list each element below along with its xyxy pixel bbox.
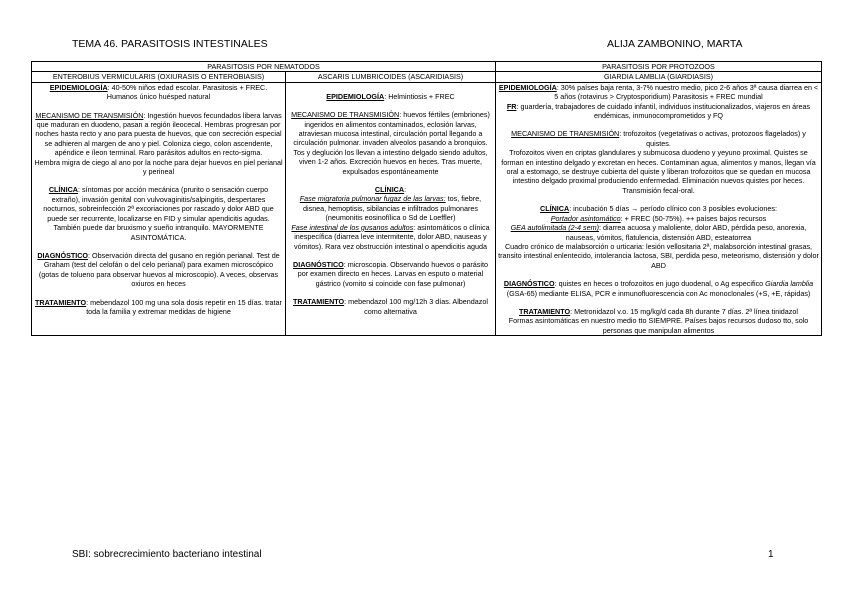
table-group-header-row — [32, 62, 822, 72]
giardia-cronico: Cuadro crónico de malabsorción o urticaria: lesión vellositaria 2ª, malabsorción intestinal grasas, transito intestinal enlentecido, intolerancia lactosa, SBI, perdida peso, meteorismo, distensión y dolor ABD — [498, 241, 819, 270]
giardia-tratamiento-extra: Formas asintomáticas en nuestro medio tto SIEMPRE. Países bajos recursos dudoso tto, solo personas que manipulan alimentos — [508, 316, 809, 335]
giardia-gea: GEA autolimitada (2-4 sem): diarrea acuosa y maloliente, dolor ABD, pérdida peso, anorexia, nauseas, vómitos, flatulencia, distensión ABD, esteatorrea — [510, 223, 807, 242]
ascaris-tratamiento: TRATAMIENTO: mebendazol 100 mg/12h 3 días. Albendazol como alternativa — [293, 297, 488, 316]
enterobius-mecanismo: MECANISMO DE TRANSMISIÓN: Ingestión huevos fecundados libera larvas que maduran en duodeno, pasan a región ileocecal. Hembras progresan por noches hasta recto y ano para puesta de huevos, que con secreción especial se adhieren al margen de ano y piel. Coloniza ciego, colon ascendente, apéndice e íleon terminal. Raro parásitos adultos en recto-sigma. — [35, 110, 282, 158]
footer-note: SBI: sobrecrecimiento bacteriano intestinal — [72, 549, 262, 560]
giardia-tratamiento: TRATAMIENTO: Metronidazol v.o. 15 mg/kg/d cada 8h durante 7 días. 2ª línea tinidazol — [519, 306, 798, 316]
giardia-factores-riesgo: FR: guardería, trabajadores de cuidado infantil, individuos institucionalizados, viajeros en áreas endémicas, inmunocomprometidos y FQ — [506, 101, 811, 121]
page-number: 1 — [768, 549, 774, 560]
column-header-ascaris: ASCARIS LUMBRICOIDES (ASCARIDIASIS) — [286, 72, 496, 82]
giardia-clinica: CLÍNICA: incubación 5 días → período clínico con 3 posibles evoluciones: — [540, 204, 777, 214]
column-header-enterobius: ENTEROBIUS VERMICULARIS (OXIURASIS O ENTEROBIASIS) — [32, 72, 286, 82]
giardia-portador: Portador asintomático: + FREC (50-75%). ++ países bajos recursos — [550, 213, 767, 223]
ascaris-fase-pulmonar: Fase migratoria pulmonar fugaz de las larvas: tos, fiebre, disnea, hemoptisis, sibilancias e infiltrados pulmonares (neumonitis eosinofílica o Sd de Loeffler) — [299, 194, 482, 223]
ascaris-clinica-title: CLÍNICA: — [374, 185, 407, 195]
enterobius-diagnostico: DIAGNÓSTICO: Observación directa del gusano en región perianal. Test de Graham (test del celofán o del celo perianal) para examen microscópico (gotas de tolueno para observar huevos al microscopio). A veces, observas oxiuros en heces — [37, 250, 280, 289]
document-title: TEMA 46. PARASITOSIS INTESTINALES — [72, 38, 268, 50]
table-content-row — [32, 82, 822, 335]
ascaris-cell — [286, 82, 496, 335]
table-column-header-row — [32, 72, 822, 82]
enterobius-clinica: CLÍNICA: síntomas por acción mecánica (prurito o sensación cuerpo extraño), invasión genital con vulvovaginitis/salpingitis, despertares nocturnos, sobreinfección 2ª excoriaciones por rascado y dolor ABD que puede ser recurrente, localizarse en FID y simular apendicitis agudas. También puede dar bruxismo y sueño intranquilo. MAYORMENTE ASINTOMÁTICA. — [43, 185, 274, 242]
group-header-protozoos: PARASITOSIS POR PROTOZOOS — [496, 62, 822, 72]
giardia-mecanismo: MECANISMO DE TRANSMISIÓN: trofozoitos (vegetativas o activas, protozoos flagelados) y quistes. — [511, 129, 806, 148]
group-header-nematodos: PARASITOSIS POR NEMATODOS — [32, 62, 496, 72]
author-name: ALIJA ZAMBONINO, MARTA — [607, 38, 743, 50]
enterobius-mecanismo-extra: Hembra migra de ciego al ano por la noche para dejar huevos en piel perianal y perineal — [34, 157, 283, 177]
giardia-diagnostico: DIAGNÓSTICO: quistes en heces o trofozoitos en jugo duodenal, o Ag especifico Giardia lamblia (GSA-65) mediante ELISA, PCR e inmunofluorescencia con Ac monoclonales (+S, +E, rápidas) — [503, 279, 814, 298]
ascaris-epidemiologia: EPIDEMIOLOGÍA: Helmintiosis + FREC — [326, 91, 455, 101]
giardia-mecanismo-extra: Trofozoitos viven en criptas glandulares y submucosa duodeno y yeyuno proximal. Quistes se forman en intestino delgado y excretan en heces. Contaminan agua, alimentos y manos, llegan vía oral a estomago, se destruye cubierta del quiste y liberan trofozoitos que se quedan en mucosa intestino delgado proximal produciendo enfermedad. Eliminación nuevos quistes por heces. Transmisión fecal-oral. — [501, 148, 816, 195]
ascaris-mecanismo: MECANISMO DE TRANSMISIÓN: huevos fértiles (embriones) ingeridos en alimentos contaminados, eclosión larvas, atraviesan mucosa intestinal, circulación portal llegando a circulación pulmonar. invaden alveolos pasando a bronquios. Tos y deglución los llevan a intestino delgado siendo adultos, viven 1-2 años. Excreción huevos en heces. Tras muerte, expulsados espontáneamente — [291, 110, 490, 176]
parasitosis-table — [31, 61, 822, 336]
giardia-cell — [496, 82, 822, 335]
giardia-epidemiologia: EPIDEMIOLOGÍA: 30% países baja renta, 3-7% nuestro medio, pico 2-6 años 3ª causa diarrea en < 5 años (rotavirus > Cryptosporidium) Parasitosis + FREC mundial — [498, 82, 819, 102]
ascaris-fase-intestinal: Fase intestinal de los gusanos adultos: asintomáticos o clínica inespecífica (diarrea leve intermitente, dolor ABD, nauseas y vómitos). Rara vez obstrucción intestinal o apendicitis aguda — [291, 222, 490, 251]
column-header-giardia: GIARDIA LAMBLIA (GIARDIASIS) — [496, 72, 822, 82]
enterobius-epidemiologia: EPIDEMIOLOGÍA: 40-50% niños edad escolar. Parasitosis + FREC. Humanos único huésped natural — [49, 82, 268, 102]
enterobius-tratamiento: TRATAMIENTO: mebendazol 100 mg una sola dosis repetir en 15 días. tratar toda la familia y extremar medidas de higiene — [35, 297, 282, 316]
ascaris-diagnostico: DIAGNÓSTICO: microscopia. Observando huevos o parásito por examen directo en heces. Larvas en esputo o material gástrico (vomito si coincide con fase pulmonar) — [293, 259, 488, 288]
enterobius-cell — [32, 82, 286, 335]
